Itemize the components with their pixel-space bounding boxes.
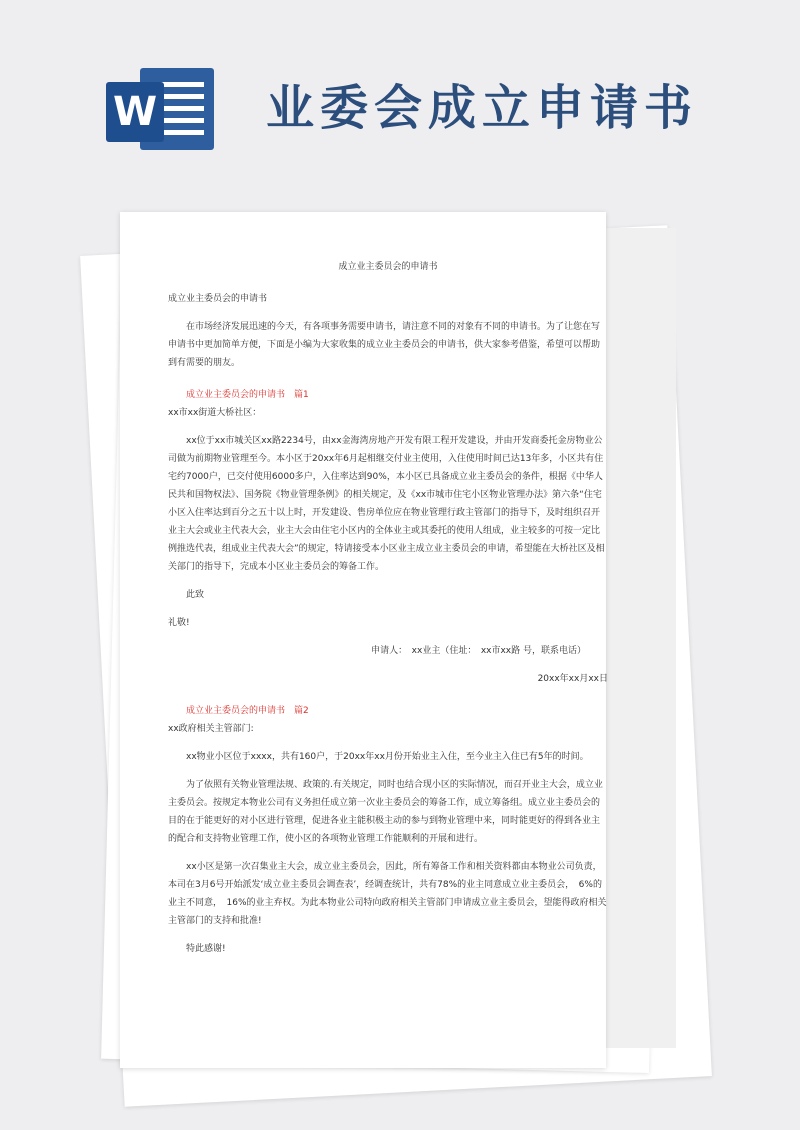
- section-1-signature: 申请人： xx业主（住址： xx市xx路 号，联系电话）: [371, 646, 586, 656]
- word-document-icon: [106, 68, 214, 150]
- section-1-body: xx位于xx市城关区xx路2234号，由xx金海湾房地产开发有限工程开发建设，并由开发商委托金房物业公司做为前期物业管理至今。本小区于20xx年6月起相继交付业主使用，入住使用时间已达13年多，小区共有住宅约7000户，已交付使用6000多户，入住率达到90%，本小区已具备成立业主委员会的条件，根据《中华人民共和国物权法》、国务院《物业管理条例》的相关规定，及《xx市城市住宅小区物业管理办法》第六条“住宅小区入住率达到百分之五十以上时，开发建设、售房单位应在物业管理行政主管部门的指导下，及时组织召开业主大会或业主代表大会，业主大会由住宅小区内的全体业主或其委托的使用人组成，业主较多的可按一定比例推选代表，组成业主代表大会”的规定，特请接受本小区业主成立业主委员会的申请，希望能在大桥社区及相关部门的指导下，完成本小区业主委员会的筹备工作。: [168, 436, 605, 572]
- section-2-paragraph-1: xx物业小区位于xxxx，共有160户，于20xx年xx月份开始业主入住，至今业主入住已有5年的时间。: [186, 752, 589, 762]
- page-edge: [606, 228, 676, 1048]
- section-2-paragraph-2: 为了依照有关物业管理法规、政策的.有关规定，同时也结合现小区的实际情况，而召开业主大会，成立业主委员会。按规定本物业公司有义务担任成立第一次业主委员会的筹备工作，成立筹备组。成立业主委员会的目的在于能更好的对小区进行管理，促进各业主能积极主动的参与到物业管理中来，同时能更好的得到各业主的配合和支持物业管理工作，使小区的各项物业管理工作能顺利的开展和进行。: [168, 780, 603, 844]
- document-title: 成立业主委员会的申请书: [338, 262, 438, 272]
- section-1-closing-1: 此致: [186, 590, 205, 600]
- section-1-heading: 成立业主委员会的申请书 篇1: [186, 390, 309, 400]
- banner-title: 业委会成立申请书: [266, 80, 699, 136]
- section-2-closing: 特此感谢!: [186, 944, 226, 954]
- section-2-heading: 成立业主委员会的申请书 篇2: [186, 706, 309, 716]
- section-2-addressee: xx政府相关主管部门:: [168, 724, 254, 734]
- section-1-date: 20xx年xx月xx日: [537, 674, 608, 684]
- word-icon-letter: W: [106, 82, 164, 142]
- intro-paragraph: 在市场经济发展迅速的今天，有各项事务需要申请书，请注意不同的对象有不同的申请书。为了让您在写申请书中更加简单方便，下面是小编为大家收集的成立业主委员会的申请书，供大家参考借鉴，希望可以帮助到有需要的朋友。: [168, 322, 601, 368]
- document-subtitle: 成立业主委员会的申请书: [168, 294, 268, 304]
- section-1-addressee: xx市xx街道大桥社区：: [168, 408, 262, 418]
- banner: [0, 0, 800, 190]
- section-2-paragraph-3: xx小区是第一次召集业主大会，成立业主委员会，因此，所有筹备工作和相关资料都由本物业公司负责，本司在3月6号开始派发‘成立业主委员会调查表’，经调查统计，共有78%的业主同意成立业主委员会， 6%的业主不同意， 16%的业主弃权。为此本物业公司特向政府相关主管部门申请成立业主委员会，望能得政府相关主管部门的支持和批准!: [168, 862, 607, 926]
- section-1-closing-2: 礼敬!: [168, 618, 190, 628]
- document-body: [168, 258, 608, 958]
